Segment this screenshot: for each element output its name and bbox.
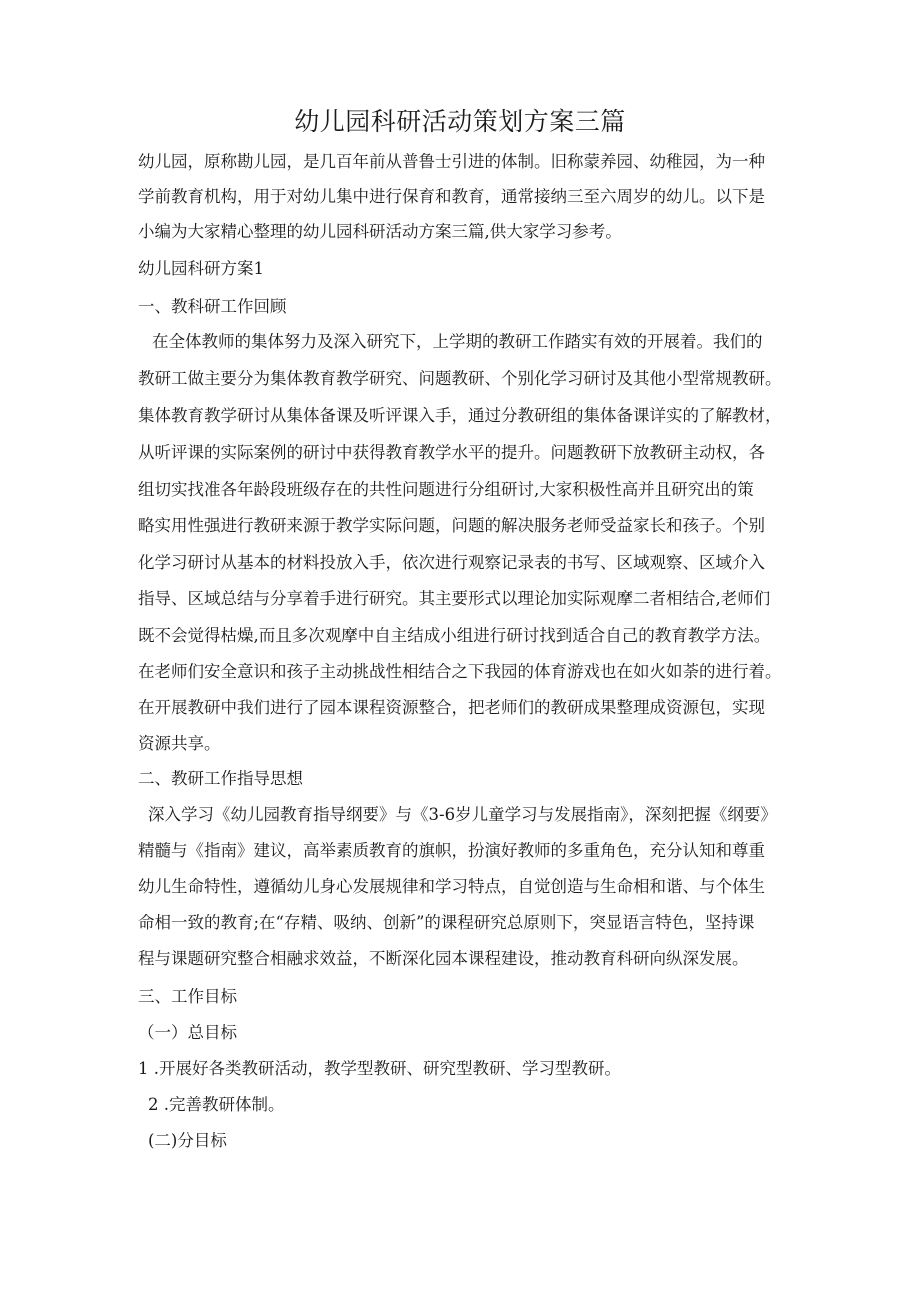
paragraph-line: 组切实找准各年龄段班级存在的共性问题进行分组研讨,大家积极性高并且研究出的策 [138,480,754,499]
subsection-heading: （一）总目标 [138,1023,237,1042]
section-heading: 二、教研工作指导思想 [138,769,303,788]
paragraph-line: 资源共享。 [138,734,221,753]
list-item: 1 .开展好各类教研活动，教学型教研、研究型教研、学习型教研。 [138,1059,621,1078]
intro-line: 幼儿园，原称勘儿园，是几百年前从普鲁士引进的体制。旧称蒙养园、幼稚园，为一种 [138,152,765,171]
paragraph-line: 集体教育教学研讨从集体备课及听评课入手，通过分教研组的集体备课详实的了解教材， [138,406,782,425]
list-item: 2 .完善教研体制。 [148,1095,285,1114]
document-title: 幼儿园科研活动策划方案三篇 [294,107,626,136]
paragraph-line: 指导、区域总结与分享着手进行研究。其主要形式以理论加实际观摩二者相结合,老师们 [138,589,771,608]
section-heading: 幼儿园科研方案1 [138,259,264,278]
section-heading: 三、工作目标 [138,987,237,1006]
paragraph-line: 幼儿生命特性，遵循幼儿身心发展规律和学习特点，自觉创造与生命相和谐、与个体生 [138,877,765,896]
paragraph-line: 既不会觉得枯燥,而且多次观摩中自主结成小组进行研讨找到适合自己的教育教学方法。 [138,626,771,645]
paragraph-line: 命相一致的教育;在“存精、吸纳、创新”的课程研究总原则下，突显语言特色，坚持课 [138,913,755,932]
paragraph-line: 在老师们安全意识和孩子主动挑战性相结合之下我园的体育游戏也在如火如荼的进行着。 [138,662,782,681]
paragraph-line: 在全体教师的集体努力及深入研究下，上学期的教研工作踏实有效的开展着。我们的 [152,332,763,351]
subsection-heading: (二)分目标 [148,1131,227,1150]
paragraph-line: 从听评课的实际案例的研讨中获得教育教学水平的提升。问题教研下放教研主动权，各 [138,443,765,462]
paragraph-line: 在开展教研中我们进行了园本课程资源整合，把老师们的教研成果整理成资源包，实现 [138,698,765,717]
paragraph-line: 深入学习《幼儿园教育指导纲要》与《3-6岁儿童学习与发展指南》，深刻把握《纲要》 [148,805,777,824]
paragraph-line: 化学习研讨从基本的材料投放入手，依次进行观察记录表的书写、区域观察、区域介入 [138,553,765,572]
paragraph-line: 程与课题研究整合相融求效益，不断深化园本课程建设，推动教育科研向纵深发展。 [138,949,749,968]
intro-line: 学前教育机构，用于对幼儿集中进行保育和教育，通常接纳三至六周岁的幼儿。以下是 [138,187,765,206]
paragraph-line: 教研工做主要分为集体教育教学研究、问题教研、个别化学习研讨及其他小型常规教研。 [138,369,782,388]
paragraph-line: 精髓与《指南》建议，高举素质教育的旗帜，扮演好教师的多重角色，充分认知和尊重 [138,841,765,860]
section-heading: 一、教科研工作回顾 [138,297,287,316]
intro-line: 小编为大家精心整理的幼儿园科研活动方案三篇,供大家学习参考。 [138,222,622,241]
paragraph-line: 略实用性强进行教研来源于教学实际问题，问题的解决服务老师受益家长和孩子。个别 [138,516,765,535]
